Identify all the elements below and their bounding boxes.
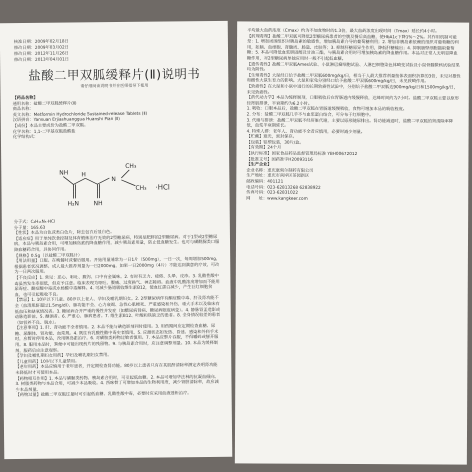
text-paragraph: 【不良反应】1. 常见：恶心、呕吐、腹泻、口中有金属味。2. 有时有乏力、疲倦、头晕、皮疹。3. 乳酸性酸中毒虽然发生率很低，但应予注意。临床表现为呕吐、腹痛、过度换气、神志障碍。血液中乳酸浓度增加而不能用尿毒症、酮症酸中毒或水杨酸中毒解释。4. 可减少肠道吸收维生素B12，使血红蛋白减少，产生巨红细胞贫血，也可引起吸收不良。 [14,272,220,297]
struct-hcl: ·HCl [155,183,170,192]
text-line: 【执行标准】国家食品药品监督管理局标准 YBH00672012 [246,150,358,157]
text-paragraph: 2. 分布：盐酸二甲双胍几乎不与血浆蛋白结合，可分布于红细胞中。 [246,111,374,118]
struct-ch3-right: CH₃ [135,184,147,192]
text-paragraph: 【规格】0.5g（以盐酸二甲双胍计） [14,251,83,258]
struct-h2n: H₂N [67,200,80,208]
text-line: 化学结构式： [12,133,39,140]
text-line: 网 址：www.kangkeer.com [246,195,308,201]
text-paragraph: 【性状】本品为白色或类白色片，除去包衣后显白色。 [13,229,115,236]
date-line: 修改日期：2012年11月26日 [14,50,69,57]
text-paragraph: 【药理毒理】盐酸二甲双胍可降低2型糖尿病患者的空腹及餐后高血糖，使HbA1c下降1%～2%。其作用机制可能是：1. 增加周围组织对胰岛素的敏感性，增加胰岛素介导的葡萄糖利用；2. 增加非胰岛素依赖的组织对葡萄糖的利用，如脑、血细胞、肾髓质、肠道、皮肤等；3. 抑制肝糖原异生作用，降低肝糖输出；4. 抑制肠壁细胞摄取葡萄糖；5. 本品可降低血浆胆固醇及甘油三酯，与胰岛素合用时可增加胰岛素的降血糖作用。本品对正常人无明显降血糖作用，对2型糖尿病单独应用时一般不引起低血糖。 [246,33,459,61]
text-line: 汉语拼音：Yansuan Erjiashuanggua Huanshi Pian (Ⅱ) [12,116,120,123]
left-page [0,21,232,459]
text-paragraph: 【用法用量】口服。在晚餐时或餐后服用。开始用量通常为一日1片（500mg），一日一次，每周增加500mg，根据患者状况调整。成人最大推荐剂量为一日2000mg，如果一日2000mg（4片）不能达到满意的疗效，可改为一日两次服用。 [14,256,221,275]
text-line: 【包装】铝塑包装，30片/盒。 [246,139,304,145]
date-line: 修改日期：2009年03月02日 [13,44,69,51]
text-line: 企业名称：重庆康刻尔制药有限公司 [246,167,314,173]
text-line: 英文名称：Metformin Hydrochloride Sustained-release Tablets (Ⅱ) [12,110,148,117]
text-paragraph: 【药物相互作用】1. 本品与磺脲类药物、胰岛素合用时，可引起低血糖。2. 本品可增加华法林的抗凝血倾向。3. 树脂类药物与本品合用，可减少本品吸收。4. 西咪替丁可增加本品的生物利用度，减少肾脏清除率，故应减少本品剂量。 [15,373,219,392]
struct-ch3-top: CH₃ [125,162,137,170]
text-paragraph: 平均最大血药浓度（Cmax）约为不加食物时的1.3倍，最大血药浓度出现时间（Tmax）延长约4小时。 [247,27,440,34]
text-line: 商品名称： [12,106,34,112]
text-line: 【贮藏】遮光，密封保存。 [246,133,297,139]
leaflet-subtitle: 请仔细阅读说明书并在医师指导下使用 [80,82,149,89]
text-paragraph: 4. 特殊人群：老年人、肾功能不全者应慎用，必要时减少剂量。 [246,128,366,134]
text-line: 化学名称：1,1-二甲基双胍盐酸盐 [12,127,76,134]
left-bottom-sections [14,217,222,398]
text-line: 【有效期】24个月 [246,144,282,151]
section-heading: 【生产企业】 [246,161,272,167]
date-line: 修改日期：2013年04月01日 [14,56,69,63]
leaflet-title: 盐酸二甲双胍缓释片(Ⅱ)说明书 [28,66,201,83]
right-page [235,21,469,464]
text-line: 通用名称：盐酸二甲双胍缓释片(Ⅱ) [12,99,77,106]
struct-nh-right: NH [93,200,103,208]
text-line: 生产地址：重庆市南岸区茶园新区 [246,172,310,179]
text-line: 传真号码：023-62831022 [246,189,299,195]
text-paragraph: 【药物过量】盐酸二甲双胍过量时可引起低血糖、乳酸性酸中毒，必要时应采用血液透析治疗。 [15,390,192,398]
date-line: 核准日期：2009年02月18日 [13,38,69,45]
struct-nh-left: NH [59,169,69,177]
text-line: 分子式：C₄H₁₁N₅·HCl [13,218,56,225]
section-heading: 【药品名称】 [12,94,38,101]
text-paragraph: 【儿童用药】10岁以下儿童禁用。 [15,358,80,364]
text-paragraph: 【药代动力学】本品为缓释制剂，口服吸收后在胃肠道内缓慢释放，达峰时间约为7小时。盐酸二甲双胍主要以原形经肾脏排泄，半衰期约为6.2小时。 [246,94,459,106]
text-line: 【批准文号】国药准字H20093116 [246,156,313,162]
text-line: 电话号码：023-62813268 62838922 [246,184,321,190]
text-paragraph: 1. 吸收：口服本品后，盐酸二甲双胍在胃肠道缓慢吸收，食物可增加本品的吸收程度。 [246,105,407,112]
text-paragraph: 【注意事项】1. 肝、肾功能不全者慎用。2. 本品不能与碘造影剂同时使用。3. 用药期间应定期检查血糖、尿糖、尿酮体、肾功能、血常规。4. 既往有乳酸性酸中毒史者慎用。5. 应激状态如发热、昏迷、感染和外科手术时，应暂时停用本品，改用胰岛素治疗。6. 对磺胺类药物过敏者慎用。7. 本品应整片吞服，不得嚼碎或掰开服用。8. 服用本品时，粪便中可能出现药片的残留物。9. 与胰岛素合用时，应注意调整剂量。10. 本品为缓释制剂，服药后应注意观察。 [14,323,219,353]
chemical-structure [37,155,188,217]
text-paragraph: 【生殖毒性】大鼠经口给予盐酸二甲双胍600mg/kg/日，相当于人最大推荐剂量按体表面积折算的3倍，未见对雄性和雌性大鼠生育力的影响。大鼠和家兔分别经口给予盐酸二甲双胍600mg/kg/日，未见致畸作用。 [246,72,461,84]
text-paragraph: 【致癌性】在大鼠和小鼠中进行的长期致癌性试验中，分别给予盐酸二甲双胍达900mg/kg/日和1500mg/kg/日，未见致癌性。 [246,83,459,95]
right-sections [246,27,461,202]
text-paragraph: 【禁忌】1. 10岁以下儿童、80岁以上老人、孕妇及哺乳期妇女。2. 2型糖尿病伴有酮症酸中毒、肝及肾功能不全（血清肌酐超过1.5mg/dl）、肺功能不全、心力衰竭、急性心肌梗死、严重感染和外伤、重大手术以及临床有低血压和缺氧情况者。3. 糖尿病合并严重的慢性并发症（如糖尿病肾病、糖尿病眼底病变）。4. 静脉肾盂造影或动脉造影前。5. 酗酒者。6. 严重心、肺病患者。7. 维生素B12、叶酸和铁缺乏的患者。8. 全身情况较差的患者（如营养不良、脱水）。 [14,295,221,325]
struct-h: H [81,171,86,179]
left-top-sections [12,93,218,140]
text-line: 分子量：165.63 [13,224,46,230]
revision-dates [14,38,69,63]
text-line: 【成份】本品主要成份为盐酸二甲双胍。 [12,122,89,129]
text-line: 邮政编码：401121 [246,178,284,184]
text-paragraph: 【老年用药】本品应慎用于老年患者，并定期检查肾功能。80岁以上患者只有在其肌酐清除率测定表明肾功能未降低时才可使用本品。 [15,362,218,376]
text-paragraph: 【孕妇及哺乳期妇女用药】孕妇及哺乳期妇女禁用。 [15,352,112,359]
text-paragraph: 【适应症】用于单纯饮食控制及体育锻炼治疗无效的2型糖尿病，特别是肥胖的2型糖尿病。对于1型或2型糖尿病，本品与胰岛素合用，可增加胰岛素的降血糖作用，减少胰岛素用量，防止低血糖发生。也可与磺酰脲类口服降血糖药合用，具协同作用。 [13,233,220,253]
text-paragraph: 3. 代谢与排泄：盐酸二甲双胍不经肝脏代谢，主要以原形随尿排出。肾功能减退时，盐酸二甲双胍的肾清除率降低，血浆半衰期延长。 [246,116,453,128]
struct-n: N [111,175,116,184]
text-paragraph: 【遗传毒性】盐酸二甲双胍Ames试验、小鼠淋巴瘤细胞试验、人淋巴细胞染色体畸变试验及小鼠骨髓微核试验结果均为阴性。 [246,61,460,72]
